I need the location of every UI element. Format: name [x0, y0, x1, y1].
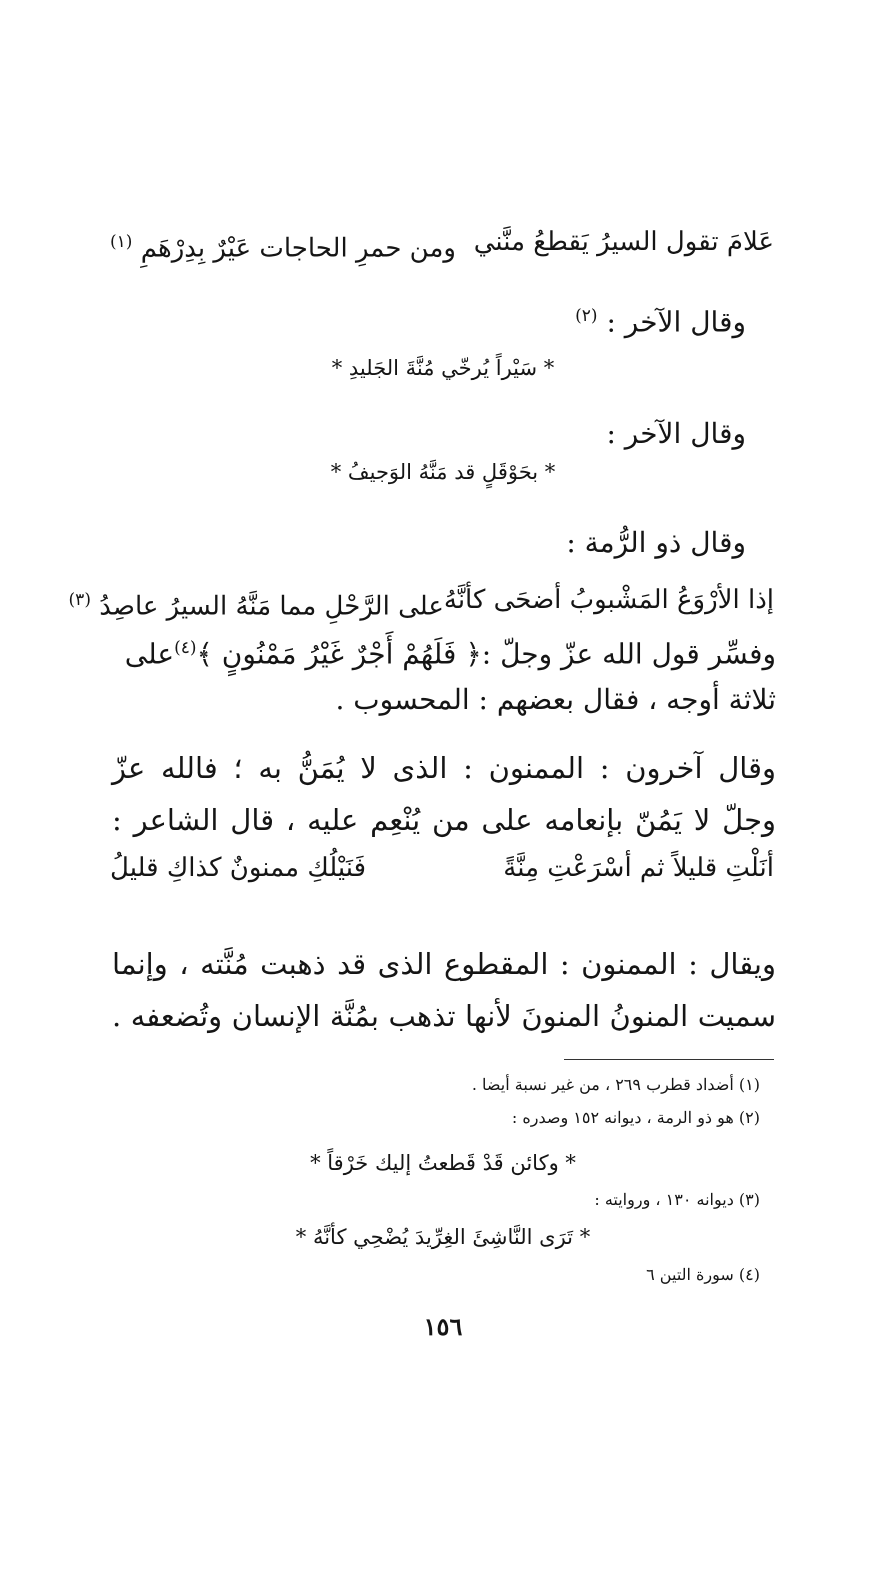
paragraph-3-line-2: سميت المنونُ المنونَ لأنها تذهب بمُنَّة الإنسان وتُضعفه . [112, 999, 776, 1033]
paragraph-1-line-1-text: وفسِّر قول الله عزّ وجلّ :﴿ فَلَهُمْ أَجْرٌ غَيْرُ مَمْنُونٍ ﴾ [196, 637, 776, 671]
verse-5-first-hemistich: أنَلْتِ قليلاً ثم أسْرَعْتِ مِنَّةً [503, 853, 774, 883]
footnote-ref-1: (١) [110, 232, 133, 252]
paragraph-3-line-1: ويقال : الممنون : المقطوع الذى قد ذهبت مُنَّته ، وإنما [112, 947, 776, 981]
paragraph-1-line-1 [112, 628, 776, 674]
paragraph-1-line-1-end: على [124, 637, 175, 671]
paragraph-2-line-1: وقال آخرون : الممنون : الذى لا يُمَنُّ به ؛ فالله عزّ [112, 751, 776, 785]
footnote-4: (٤) سورة التين ٦ [646, 1265, 760, 1284]
intro-line-4: وقال ذو الرُّمة : [566, 526, 746, 559]
page-number: ١٥٦ [423, 1312, 463, 1341]
half-verse-2: * سَيْراً يُرخّي مُنَّةَ الجَليدِ * [331, 356, 555, 380]
intro-line-3: وقال الآخر : [606, 417, 746, 450]
footnote-ref-4: (٤) [174, 638, 197, 658]
verse-line-5 [110, 848, 774, 888]
verse-4-second-text: على الرَّحْلِ مما مَنَّهُ السيرُ عاصِدُ [99, 591, 444, 622]
verse-1-second-hemistich [110, 222, 456, 269]
intro-2-text: وقال الآخر : [606, 305, 746, 339]
verse-4-second-hemistich [69, 580, 444, 627]
footnote-2: (٢) هو ذو الرمة ، ديوانه ١٥٢ وصدره : [511, 1108, 760, 1127]
footnote-2-verse: * وكائن قَدْ قَطعتُ إليك خَرْقاً * [310, 1151, 576, 1175]
footnote-3: (٣) ديوانه ١٣٠ ، وروايته : [594, 1190, 760, 1209]
footnote-ref-3: (٣) [68, 590, 91, 610]
verse-4-first-hemistich: إذا الأرْوَعُ المَشْبوبُ أضحَى كأنَّهُ [443, 585, 774, 615]
footnote-1: (١) أضداد قطرب ٢٦٩ ، من غير نسبة أيضا . [471, 1075, 760, 1094]
footnote-separator [564, 1059, 774, 1060]
verse-line-1 [110, 222, 774, 269]
footnote-3-verse: * تَرَى النَّاشِئَ الغِرِّيدَ يُضْحِي كأنَّهُ * [295, 1225, 591, 1249]
footnote-ref-2: (٢) [575, 306, 598, 326]
verse-line-4 [68, 580, 774, 627]
verse-5-second-hemistich: فَنَيْلُكِ ممنونٌ كذاكِ قليلُ [110, 853, 367, 883]
verse-1-second-text: ومن حمرِ الحاجات عَيْرٌ بِدِرْهَمِ [140, 233, 456, 264]
half-verse-3: * بحَوْقَلٍ قد مَنَّهُ الوَجيفُ * [330, 460, 556, 484]
verse-1-first-hemistich: عَلامَ تقول السيرُ يَقطعُ منَّني [473, 227, 774, 257]
paragraph-1-line-2: ثلاثة أوجه ، فقال بعضهم : المحسوب . [335, 683, 776, 716]
intro-line-2 [575, 296, 746, 342]
paragraph-2-line-2: وجلّ لا يَمُنّ بإنعامه على من يُنْعِم عليه ، قال الشاعر : [112, 803, 776, 837]
